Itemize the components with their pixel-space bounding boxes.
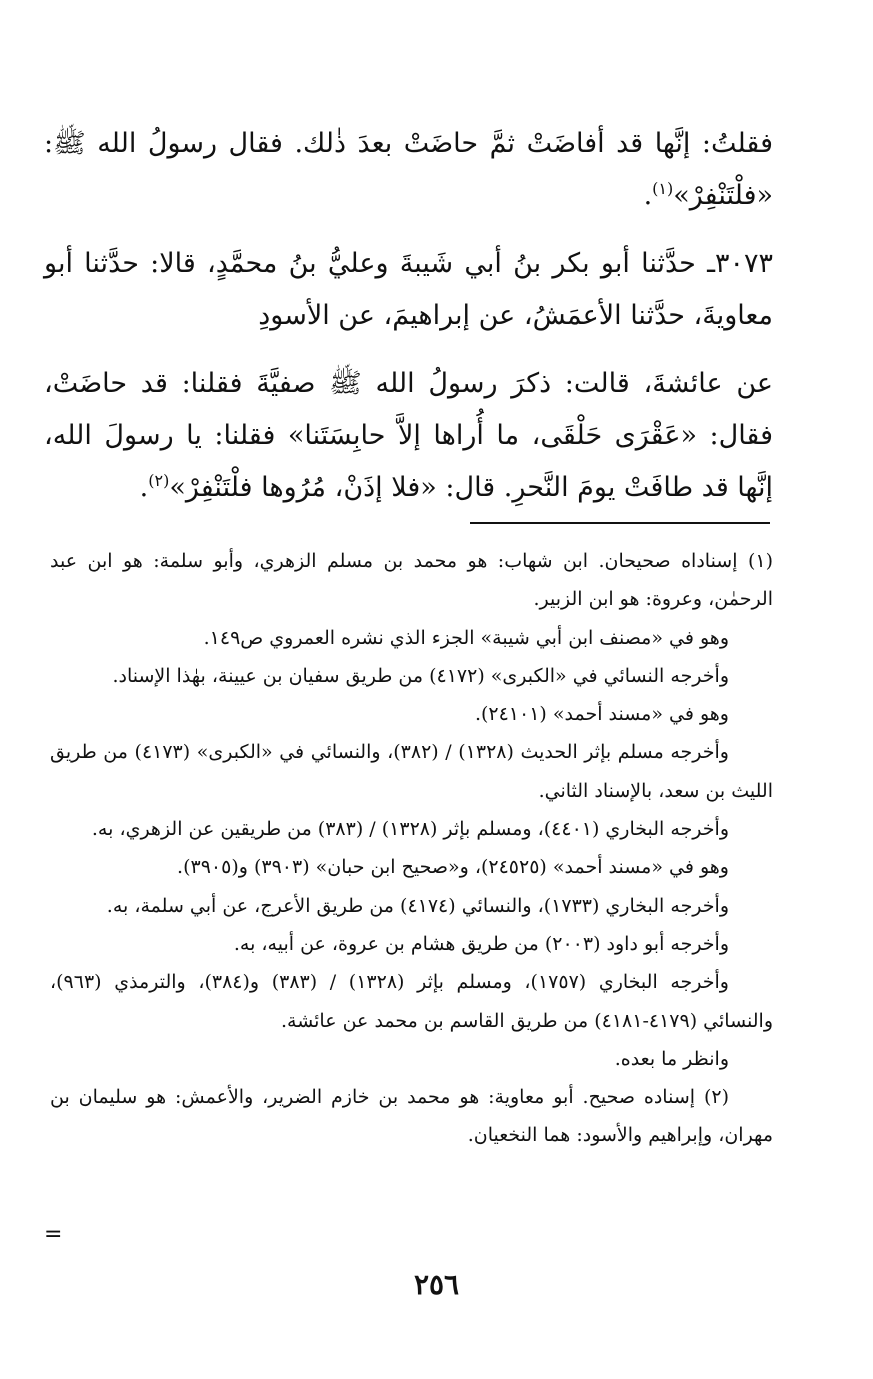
page-number: ٢٥٦ — [413, 1268, 460, 1301]
footnote-line: وأخرجه النسائي في «الكبرى» (٤١٧٢) من طريق سفيان بن عيينة، بهٰذا الإسناد. — [112, 664, 729, 687]
paragraph-1 — [44, 118, 773, 222]
main-text — [44, 118, 773, 514]
footnote-line: وهو في «مسند أحمد» (٢٤٥٢٥)، و«صحيح ابن حبان» (٣٩٠٣) و(٣٩٠٥). — [177, 856, 729, 879]
paragraph-2 — [44, 238, 773, 342]
paragraph-3-body: عن عائشةَ، قالت: ذكرَ رسولُ الله ﷺ صفيَّةَ فقلنا: قد حاضَتْ، فقال: «عَقْرَى حَلْقَى، ما أُراها إلاَّ حابِسَتَنا» فقلنا: يا رسولَ الله، إنَّها قد طافَتْ يومَ النَّحرِ. قال: «فلا إذَنْ، مُرُوها فلْتَنْفِرْ» — [44, 368, 773, 503]
paragraph-1-body: فقلتُ: إنَّها قد أفاضَتْ ثمَّ حاضَتْ بعدَ ذٰلك. فقال رسولُ الله ﷺ: «فلْتَنْفِرْ» — [44, 128, 773, 211]
footnote-line: وأخرجه البخاري (١٧٥٧)، ومسلم بإثر (١٣٢٨) / (٣٨٣) و(٣٨٤)، والترمذي (٩٦٣)، والنسائي (٤١٧٩-٤١٨١) من طريق القاسم بن محمد عن عائشة. — [50, 971, 773, 1032]
footnote-2: (٢) إسناده صحيح. أبو معاوية: هو محمد بن خازم الضرير، والأعمش: هو سليمان بن مهران، وإبراهيم والأسود: هما النخعيان. — [50, 1086, 773, 1147]
paragraph-1-end: . — [643, 180, 653, 211]
footnote-line: وهو في «مصنف ابن أبي شيبة» الجزء الذي نشره العمروي ص١٤٩. — [203, 626, 729, 649]
footnote-separator — [470, 522, 770, 524]
footnote-ref-1: (١) — [652, 179, 674, 198]
footnote-line: وأخرجه مسلم بإثر الحديث (١٣٢٨) / (٣٨٢)، والنسائي في «الكبرى» (٤١٧٣) من طريق الليث بن سعد، بالإسناد الثاني. — [50, 741, 773, 802]
footnote-line: وأخرجه أبو داود (٢٠٠٣) من طريق هشام بن عروة، عن أبيه، به. — [233, 932, 729, 955]
paragraph-3-end: . — [139, 472, 149, 503]
footnote-1: (١) إسناداه صحيحان. ابن شهاب: هو محمد بن مسلم الزهري، وأبو سلمة: هو ابن عبد الرحمٰن، وعروة: هو ابن الزبير. — [50, 550, 773, 611]
continuation-mark: = — [44, 1222, 63, 1247]
paragraph-3 — [44, 358, 773, 514]
footnotes — [50, 542, 773, 1155]
footnote-ref-2: (٢) — [148, 471, 170, 490]
paragraph-2-body: ـ حدَّثنا أبو بكر بنُ أبي شَيبةَ وعليُّ بنُ محمَّدٍ، قالا: حدَّثنا أبو معاويةَ، حدَّثنا الأعمَشُ، عن إبراهيمَ، عن الأسودِ — [44, 248, 773, 331]
footnote-line: وأخرجه البخاري (١٧٣٣)، والنسائي (٤١٧٤) من طريق الأعرج، عن أبي سلمة، به. — [106, 894, 729, 917]
footnote-line: وانظر ما بعده. — [614, 1047, 729, 1070]
footnote-line: وأخرجه البخاري (٤٤٠١)، ومسلم بإثر (١٣٢٨) / (٣٨٣) من طريقين عن الزهري، به. — [91, 818, 729, 841]
hadith-number: ٣٠٧٣ — [714, 248, 773, 279]
footnote-line: وهو في «مسند أحمد» (٢٤١٠١). — [474, 703, 729, 726]
